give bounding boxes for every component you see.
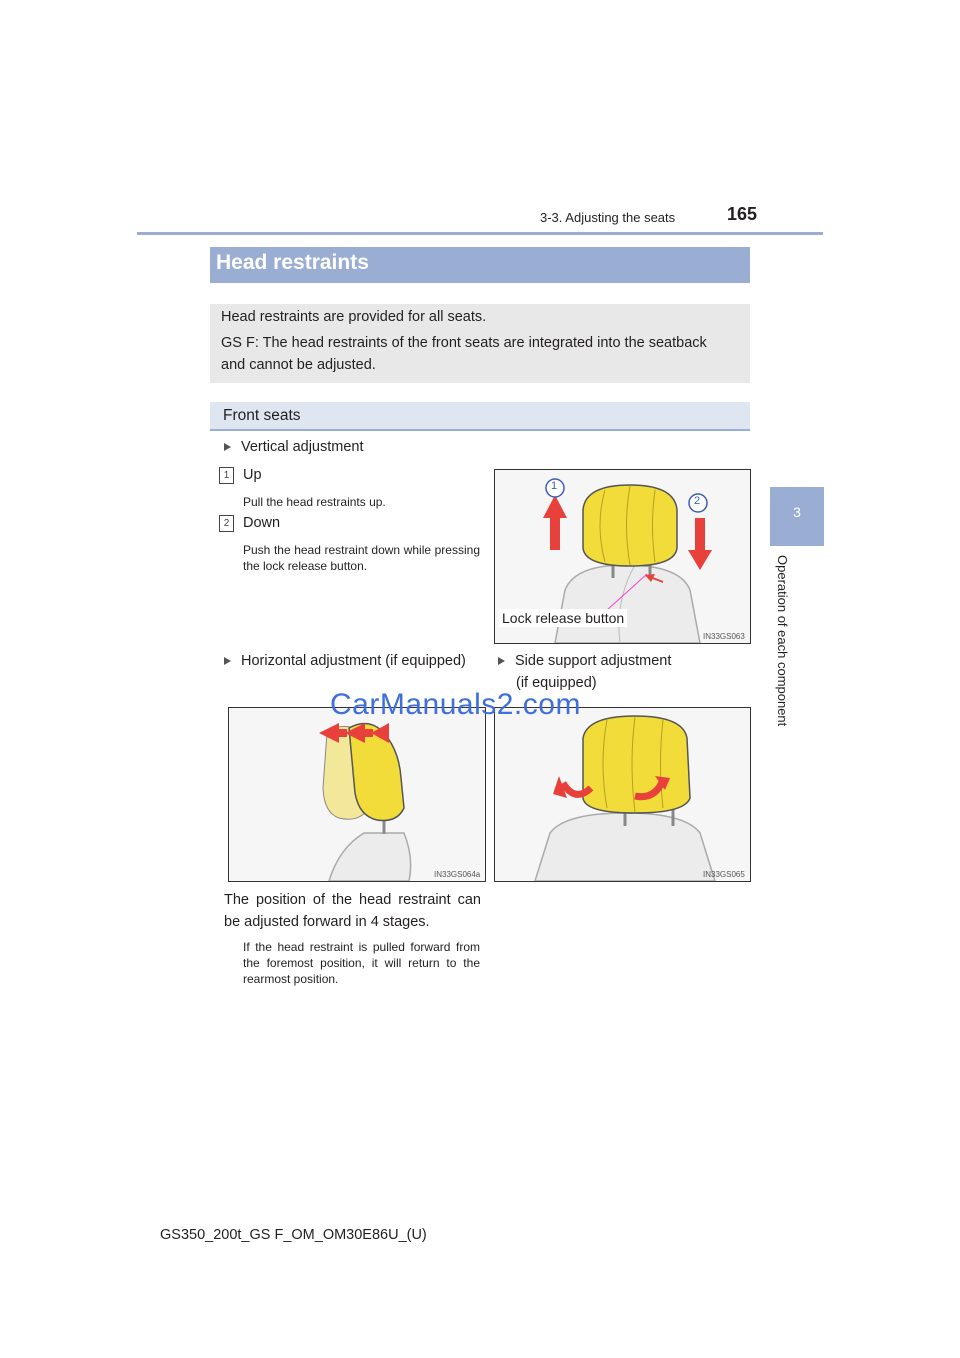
callout-1: 1 [551,480,558,492]
figure-vertical-adjustment [494,469,751,644]
figure-horizontal-adjustment [228,707,486,882]
step-2-label: Down [243,515,281,531]
header-section-title: 3-3. Adjusting the seats [540,210,676,225]
section-title: Head restraints [216,251,369,274]
horizontal-body-text: The position of the head restraint can be adjusted forward in 4 stages. [224,892,481,930]
step-number-2: 2 [219,515,234,532]
lock-release-button-label: Lock release button [499,609,627,627]
chapter-tab: 3 [770,487,824,546]
watermark-text: CarManuals2.com [330,688,581,721]
horizontal-note: If the head restraint is pulled forward from the foremost position, it will return to the rearmost position. [243,940,480,986]
chapter-tab-label: Operation of each component [775,555,790,727]
intro-line-1: Head restraints are provided for all seats. [221,309,487,325]
side-support-label-line2: (if equipped) [516,675,597,691]
vertical-adjustment-label: Vertical adjustment [241,439,364,455]
bullet-triangle-icon [224,443,231,451]
side-support-heading [498,653,671,669]
headrest-side-support-illustration [495,708,750,881]
figure-code: IN33GS063 [703,632,745,641]
bullet-triangle-icon [498,657,505,665]
horizontal-adjustment-heading [224,653,466,669]
horizontal-adjustment-label: Horizontal adjustment (if equipped) [241,653,466,669]
step-2-description: Push the head restraint down while pressing the lock release button. [243,543,480,573]
vertical-adjustment-heading [224,439,364,455]
header-rule [137,232,823,235]
figure-side-support-adjustment [494,707,751,882]
step-1-description: Pull the head restraints up. [243,495,386,509]
bullet-triangle-icon [224,657,231,665]
intro-line-3: and cannot be adjusted. [221,357,376,373]
footer-document-code: GS350_200t_GS F_OM_OM30E86U_(U) [160,1227,427,1243]
intro-line-2: GS F: The head restraints of the front seats are integrated into the seatback [221,335,707,351]
page-number: 165 [727,204,758,224]
step-1-label: Up [243,467,262,483]
figure-code: IN33GS064a [434,870,481,879]
step-number-1: 1 [219,467,234,484]
headrest-horizontal-illustration [229,708,485,881]
side-support-label: Side support adjustment [515,653,672,669]
figure-code: IN33GS065 [703,870,745,879]
subsection-title: Front seats [223,407,301,424]
callout-2: 2 [694,495,701,507]
